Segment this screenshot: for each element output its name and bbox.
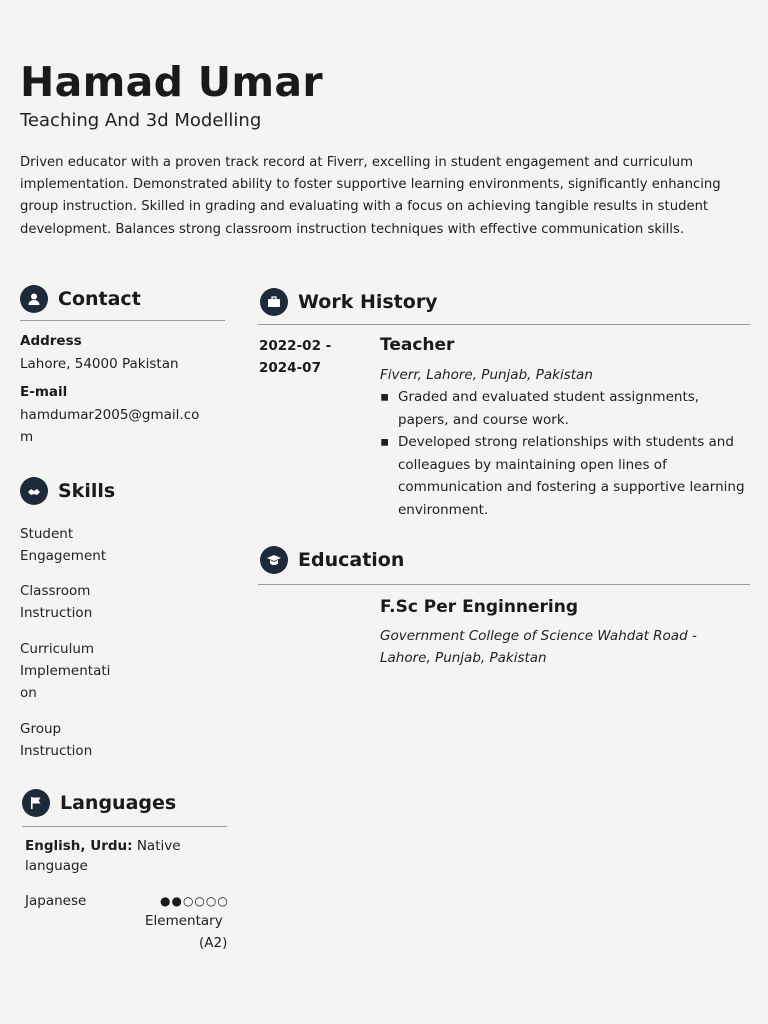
education-section-heading <box>260 546 404 574</box>
language-level: Elementary <box>145 913 223 929</box>
work-history-heading: Work History <box>298 291 438 313</box>
job-title: Teacher <box>380 335 455 355</box>
job-company: Fiverr, Lahore, Punjab, Pakistan <box>380 367 593 383</box>
contact-section-heading <box>20 285 141 313</box>
list-item: ▪ Graded and evaluated student assignments, papers, and course work. <box>380 389 700 428</box>
address-label: Address <box>20 333 82 349</box>
skill-item: Group Instruction <box>20 721 93 759</box>
job-date-start: 2022-02 - <box>259 338 332 354</box>
person-icon <box>20 285 48 313</box>
language-name: Japanese <box>25 893 87 909</box>
contact-divider <box>20 320 225 321</box>
work-history-section-heading <box>260 288 438 316</box>
briefcase-icon <box>260 288 288 316</box>
candidate-name: Hamad Umar <box>20 58 323 106</box>
language-level-line2: language <box>25 858 88 874</box>
school-line1: Government College of Science Wahdat Road - <box>380 628 697 644</box>
email-value-line1: hamdumar2005@gmail.co <box>20 407 200 423</box>
work-history-divider <box>258 324 750 325</box>
languages-divider <box>22 826 227 827</box>
candidate-title: Teaching And 3d Modelling <box>20 110 262 131</box>
address-value: Lahore, 54000 Pakistan <box>20 356 179 372</box>
skill-item: Curriculum Implementati on <box>20 641 111 701</box>
proficiency-dots: ●●○○○○ <box>160 894 229 908</box>
flag-icon <box>22 789 50 817</box>
languages-heading: Languages <box>60 792 177 814</box>
job-date-end: 2024-07 <box>259 360 321 376</box>
skill-item: Classroom Instruction <box>20 583 93 621</box>
education-divider <box>258 584 750 585</box>
job-bullets <box>380 386 752 521</box>
handshake-icon <box>20 477 48 505</box>
email-label: E-mail <box>20 384 68 400</box>
skills-heading: Skills <box>58 480 116 502</box>
skills-section-heading <box>20 477 115 505</box>
school-line2: Lahore, Punjab, Pakistan <box>380 650 547 666</box>
education-heading: Education <box>298 549 405 571</box>
graduation-cap-icon <box>260 546 288 574</box>
languages-section-heading <box>22 789 176 817</box>
language-level-line2: (A2) <box>199 935 228 951</box>
language-item: English, Urdu: Native <box>25 838 181 854</box>
skill-item: Student Engagement <box>20 526 107 564</box>
email-value-line2: m <box>20 429 34 445</box>
list-item: ▪ Developed strong relationships with students and colleagues by maintaining open lines of communication and fostering a supportive learning environment. <box>380 434 745 518</box>
professional-summary: Driven educator with a proven track record at Fiverr, excelling in student engagement and curriculum implementation. Demonstrated ability to foster supportive learning environments, significantly enhancing group instruction. Skilled in grading and evaluating with a focus on achieving tangible results in student development. Balances strong classroom instruction techniques with effective communication skills. <box>20 155 721 237</box>
degree-title: F.Sc Per Enginnering <box>380 597 579 617</box>
contact-heading: Contact <box>58 288 141 310</box>
